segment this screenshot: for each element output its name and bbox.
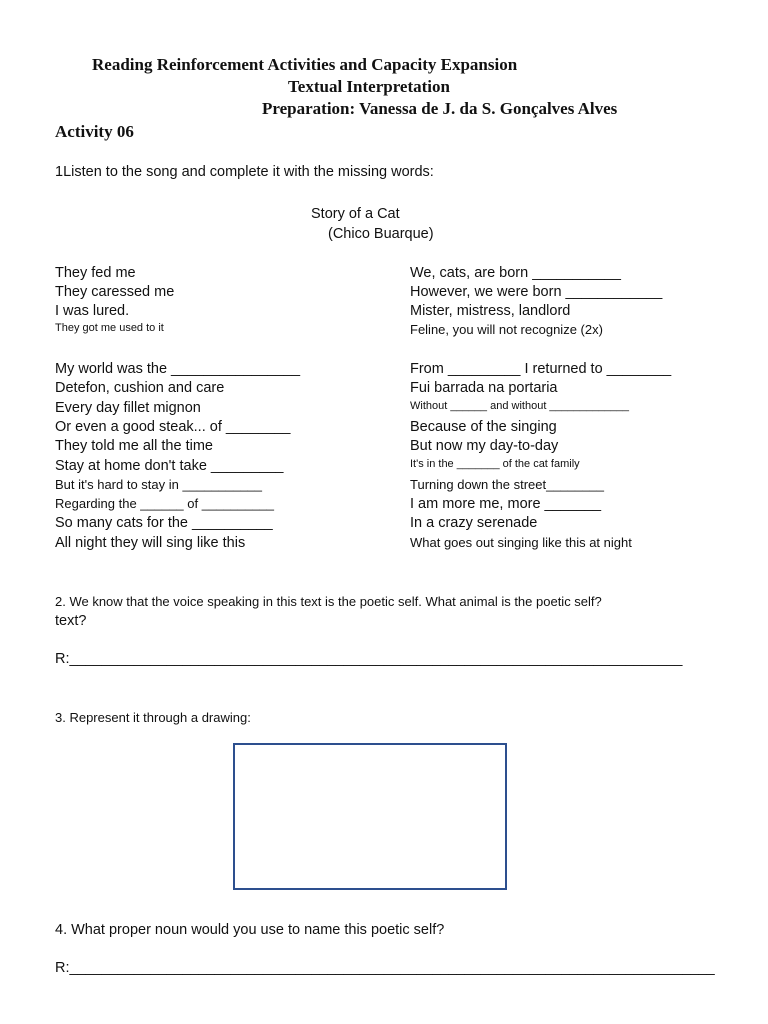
lyric-line: Detefon, cushion and care (55, 380, 225, 396)
lyric-line: They fed me (55, 265, 136, 281)
lyric-line: From _________ I returned to ________ (410, 361, 672, 377)
lyric-line: Without ______ and without _____________ (410, 400, 629, 412)
lyric-line: They got me used to it (55, 322, 164, 334)
lyric-line: Fui barrada na portaria (410, 380, 558, 396)
q1-instruction: 1Listen to the song and complete it with the missing words: (55, 164, 434, 180)
lyric-line: Mister, mistress, landlord (410, 303, 571, 319)
lyric-line: They caressed me (55, 284, 175, 300)
lyric-line: So many cats for the __________ (55, 515, 273, 531)
lyric-line: Or even a good steak... of ________ (55, 419, 291, 435)
lyric-line: Stay at home don't take _________ (55, 458, 284, 474)
lyric-line: But it's hard to stay in ___________ (55, 477, 263, 492)
song-title: Story of a Cat (311, 206, 400, 222)
lyric-line: But now my day-to-day (410, 438, 559, 454)
header-line-1: Reading Reinforcement Activities and Capacity Expansion (92, 55, 518, 74)
lyric-line: Feline, you will not recognize (2x) (410, 322, 603, 337)
song-author: (Chico Buarque) (328, 226, 434, 242)
q3-text: 3. Represent it through a drawing: (55, 710, 251, 725)
lyric-line: It's in the _______ of the cat family (410, 458, 580, 470)
q2-text: 2. We know that the voice speaking in this text is the poetic self. What animal is the poetic self? (55, 594, 602, 609)
q2-text-cont: text? (55, 613, 87, 629)
drawing-box[interactable] (233, 743, 507, 890)
lyric-line: I am more me, more _______ (410, 496, 602, 512)
lyric-line: What goes out singing like this at night (410, 535, 632, 550)
lyric-line: We, cats, are born ___________ (410, 265, 621, 281)
lyric-line: Every day fillet mignon (55, 400, 201, 416)
header-line-2: Textual Interpretation (288, 77, 450, 96)
lyric-line: My world was the ________________ (55, 361, 301, 377)
activity-title: Activity 06 (55, 122, 134, 141)
header-line-3: Preparation: Vanessa de J. da S. Gonçalves Alves (262, 99, 618, 118)
q4-text: 4. What proper noun would you use to name this poetic self? (55, 922, 445, 938)
lyric-line: Regarding the ______ of __________ (55, 496, 275, 511)
lyric-line: Turning down the street________ (410, 477, 604, 492)
lyric-line: They told me all the time (55, 438, 213, 454)
lyric-line: In a crazy serenade (410, 515, 538, 531)
q2-answer-line[interactable]: R:____________________________________________________________________________ (55, 651, 683, 667)
lyric-line: However, we were born ____________ (410, 284, 663, 300)
lyric-line: All night they will sing like this (55, 535, 246, 551)
q4-answer-line[interactable]: R:________________________________________________________________________________ (55, 960, 715, 976)
lyric-line: I was lured. (55, 303, 130, 319)
lyric-line: Because of the singing (410, 419, 557, 435)
